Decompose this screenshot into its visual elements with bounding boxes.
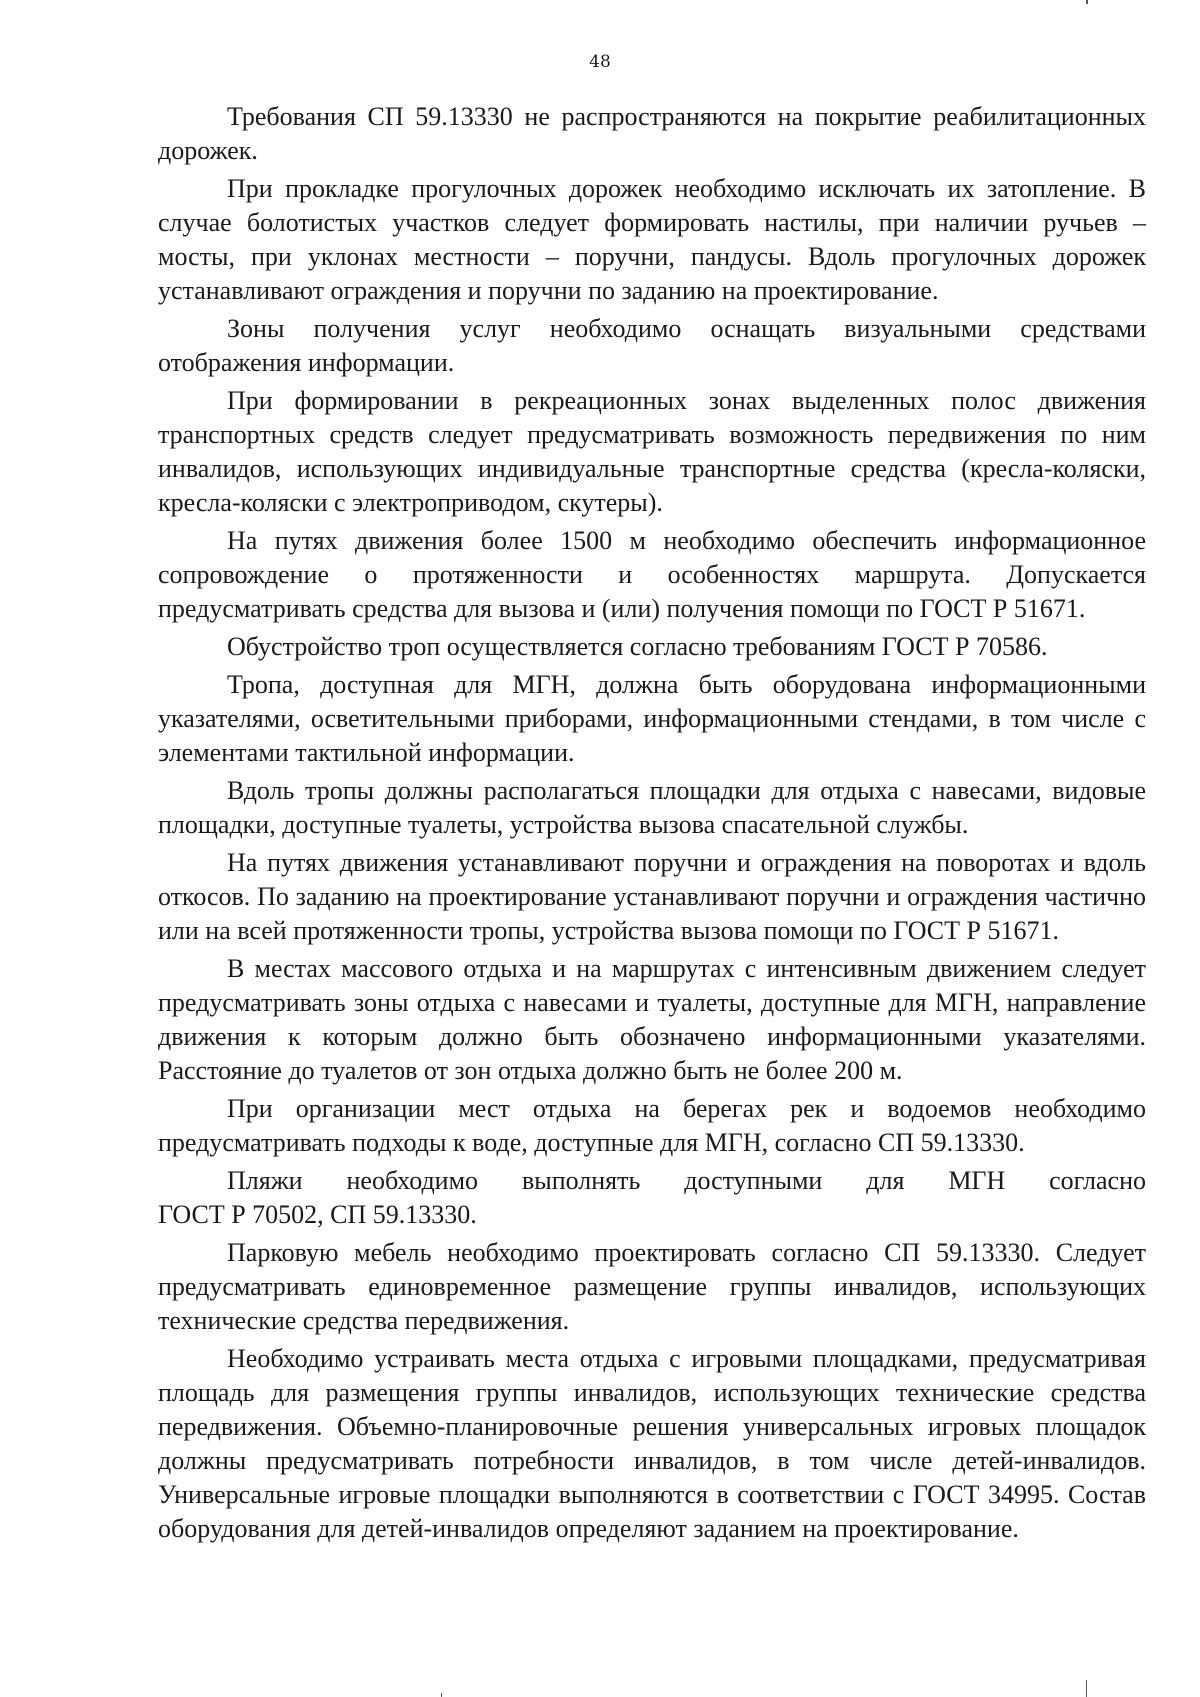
paragraph: Парковую мебель необходимо проектировать согласно СП 59.13330. Следует предусматривать единовременное размещение группы инвалидов, использующих технические средства передвижения. (158, 1238, 1146, 1335)
paragraph: Требования СП 59.13330 не распространяются на покрытие реабилитационных дорожек. (158, 102, 1146, 165)
document-body (158, 100, 1146, 1550)
paragraph: Пляжи необходимо выполнять доступными для МГН согласно (227, 1166, 1146, 1195)
scan-mark (441, 1693, 442, 1697)
paragraph-continuation: ГОСТ Р 70502, СП 59.13330. (158, 1200, 477, 1229)
paragraph: Тропа, доступная для МГН, должна быть оборудована информационными указателями, осветительными приборами, информационными стендами, в том числе с элементами тактильной информации. (158, 670, 1146, 767)
paragraph: В местах массового отдыха и на маршрутах с интенсивным движением следует предусматривать зоны отдыха с навесами и туалеты, доступные для МГН, направление движения к которым должно быть обозначено информационными указателями. Расстояние до туалетов от зон отдыха должно быть не более 200 м. (158, 954, 1146, 1085)
scan-mark (1086, 1680, 1087, 1697)
paragraph: Вдоль тропы должны располагаться площадки для отдыха с навесами, видовые площадки, доступные туалеты, устройства вызова спасательной службы. (158, 776, 1146, 839)
paragraph: Зоны получения услуг необходимо оснащать визуальными средствами отображения информации. (158, 314, 1146, 377)
paragraph: При организации мест отдыха на берегах рек и водоемов необходимо предусматривать подходы к воде, доступные для МГН, согласно СП 59.13330. (158, 1094, 1146, 1157)
paragraph: При прокладке прогулочных дорожек необходимо исключать их затопление. В случае болотистых участков следует формировать настилы, при наличии ручьев – мосты, при уклонах местности – поручни, пандусы. Вдоль прогулочных дорожек устанавливают ограждения и поручни по заданию на проектирование. (158, 174, 1146, 305)
paragraph: На путях движения более 1500 м необходимо обеспечить информационное сопровождение о протяженности и особенностях маршрута. Допускается предусматривать средства для вызова и (или) получения помощи по ГОСТ Р 51671. (158, 526, 1146, 623)
scan-mark (1086, 0, 1088, 4)
paragraph: При формировании в рекреационных зонах выделенных полос движения транспортных средств следует предусматривать возможность передвижения по ним инвалидов, использующих индивидуальные транспортные средства (кресла-коляски, кресла-коляски с электроприводом, скутеры). (158, 386, 1146, 517)
page-number: 48 (589, 52, 611, 72)
paragraph: Обустройство троп осуществляется согласно требованиям ГОСТ Р 70586. (227, 632, 1048, 661)
paragraph: Необходимо устраивать места отдыха с игровыми площадками, предусматривая площадь для размещения группы инвалидов, использующих технические средства передвижения. Объемно-планировочные решения универсальных игровых площадок должны предусматривать потребности инвалидов, в том числе детей-инвалидов. Универсальные игровые площадки выполняются в соответствии с ГОСТ 34995. Состав оборудования для детей-инвалидов определяют заданием на проектирование. (158, 1344, 1146, 1543)
paragraph: На путях движения устанавливают поручни и ограждения на поворотах и вдоль откосов. По заданию на проектирование устанавливают поручни и ограждения частично или на всей протяженности тропы, устройства вызова помощи по ГОСТ Р 51671. (158, 848, 1146, 945)
